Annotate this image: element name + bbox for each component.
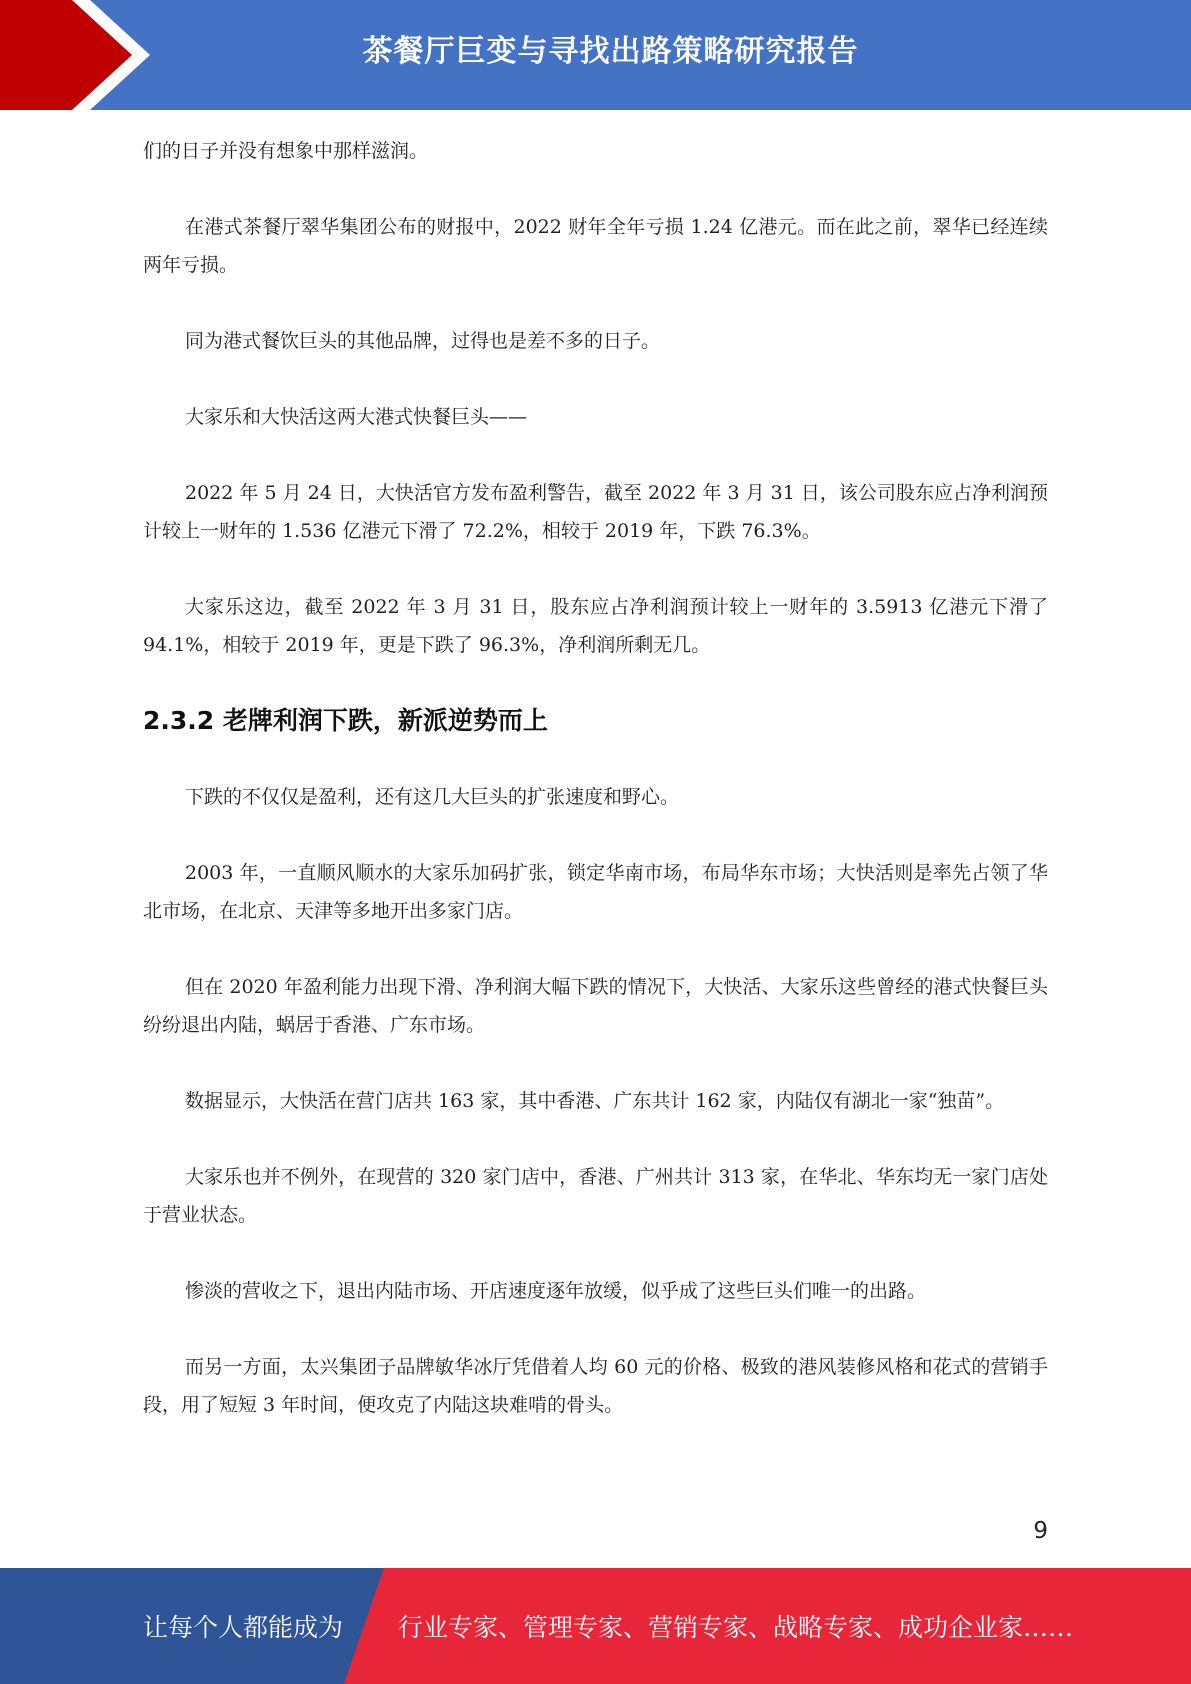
paragraph: 大家乐也并不例外，在现营的 320 家门店中，香港、广州共计 313 家，在华北、华东均无一家门店处于营业状态。 — [143, 1166, 1048, 1226]
page-number: 9 — [1033, 1518, 1048, 1544]
paragraph: 在港式茶餐厅翠华集团公布的财报中，2022 财年全年亏损 1.24 亿港元。而在此之前，翠华已经连续两年亏损。 — [143, 216, 1048, 276]
paragraph: 们的日子并没有想象中那样滋润。 — [143, 140, 429, 162]
footer-slogan-left: 让每个人都能成为 — [143, 1613, 344, 1642]
paragraph: 同为港式餐饮巨头的其他品牌，过得也是差不多的日子。 — [185, 330, 661, 352]
report-title: 茶餐厅巨变与寻找出路策略研究报告 — [362, 34, 859, 69]
paragraph: 而另一方面，太兴集团子品牌敏华冰厅凭借着人均 60 元的价格、极致的港风装修风格和花式的营销手段，用了短短 3 年时间，便攻克了内陆这块难啃的骨头。 — [143, 1356, 1048, 1416]
paragraph: 下跌的不仅仅是盈利，还有这几大巨头的扩张速度和野心。 — [185, 786, 680, 808]
paragraph: 惨淡的营收之下，退出内陆市场、开店速度逐年放缓，似乎成了这些巨头们唯一的出路。 — [185, 1280, 927, 1302]
paragraph: 但在 2020 年盈利能力出现下滑、净利润大幅下跌的情况下，大快活、大家乐这些曾经的港式快餐巨头纷纷退出内陆，蜗居于香港、广东市场。 — [143, 976, 1048, 1036]
paragraph: 2022 年 5 月 24 日，大快活官方发布盈利警告，截至 2022 年 3 月 31 日，该公司股东应占净利润预计较上一财年的 1.536 亿港元下滑了 72.2%，相较于 2019 年，下跌 76.3%。 — [143, 482, 1048, 542]
paragraph: 大家乐和大快活这两大港式快餐巨头—— — [185, 406, 528, 428]
paragraph: 大家乐这边，截至 2022 年 3 月 31 日，股东应占净利润预计较上一财年的 3.5913 亿港元下滑了 94.1%，相较于 2019 年，更是下跌了 96.3%，净利润所剩无几。 — [143, 596, 1048, 656]
paragraph: 数据显示，大快活在营门店共 163 家，其中香港、广东共计 162 家，内陆仅有湖北一家“独苗”。 — [185, 1090, 1005, 1112]
footer-slogan-right: 行业专家、管理专家、营销专家、战略专家、成功企业家…… — [398, 1613, 1074, 1642]
page-body — [143, 132, 1048, 1462]
page-footer — [0, 1568, 1191, 1684]
page-header — [0, 0, 1191, 110]
paragraph: 2003 年，一直顺风顺水的大家乐加码扩张，锁定华南市场，布局华东市场；大快活则是率先占领了华北市场，在北京、天津等多地开出多家门店。 — [143, 862, 1048, 922]
section-heading: 2.3.2 老牌利润下跌，新派逆势而上 — [143, 706, 548, 735]
